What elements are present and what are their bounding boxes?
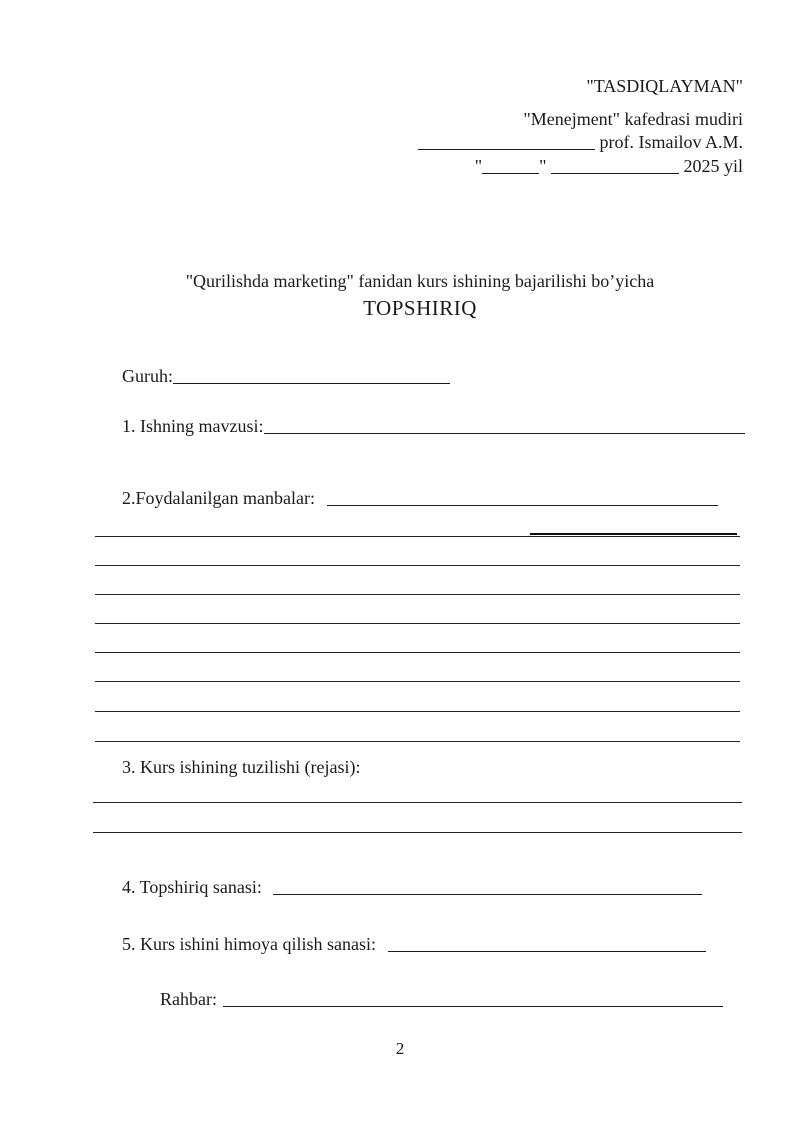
approval-stamp: "TASDIQLAYMAN"	[586, 76, 743, 96]
defense-date-blank	[388, 937, 706, 952]
blank-line	[95, 681, 740, 682]
blank-line	[95, 594, 740, 595]
supervisor-blank	[223, 992, 723, 1007]
assign-date-blank	[273, 880, 702, 895]
group-blank	[173, 369, 450, 384]
professor-name: prof. Ismailov A.M.	[599, 132, 743, 152]
year-text: 2025 yil	[683, 156, 743, 176]
blank-line-overlap	[530, 533, 737, 535]
month-blank	[551, 159, 679, 174]
blank-line	[95, 652, 740, 653]
defense-date-label: 5. Kurs ishini himoya qilish sanasi:	[122, 934, 376, 954]
defense-date-row	[122, 933, 706, 955]
topic-blank	[264, 419, 746, 434]
blank-line	[93, 802, 742, 803]
blank-line	[95, 711, 740, 712]
supervisor-row	[160, 988, 723, 1010]
structure-label: 3. Kurs ishining tuzilishi (rejasi):	[122, 757, 361, 777]
group-row	[122, 365, 450, 387]
sources-label: 2.Foydalanilgan manbalar:	[122, 488, 315, 508]
group-label: Guruh:	[122, 366, 173, 386]
blank-line	[95, 623, 740, 624]
supervisor-label: Rahbar:	[160, 989, 217, 1009]
department-head-line: "Menejment" kafedrasi mudiri	[523, 109, 743, 129]
blank-line	[93, 832, 742, 833]
signature-blank	[418, 135, 595, 150]
date-open-quote: "	[474, 156, 483, 176]
document-title: TOPSHIRIQ	[363, 296, 477, 320]
date-line	[475, 155, 743, 177]
topic-row	[122, 415, 745, 437]
signature-line	[418, 131, 743, 153]
day-blank	[482, 159, 539, 174]
page-number: 2	[395, 1039, 405, 1058]
assign-date-row	[122, 876, 702, 898]
assign-date-label: 4. Topshiriq sanasi:	[122, 877, 262, 897]
topic-label: 1. Ishning mavzusi:	[122, 416, 264, 436]
blank-line	[95, 741, 740, 742]
document-subtitle: "Qurilishda marketing" fanidan kurs ishining bajarilishi bo’yicha	[185, 271, 655, 291]
sources-row	[122, 487, 718, 509]
blank-line	[95, 565, 740, 566]
blank-line	[95, 536, 740, 537]
sources-blank	[327, 491, 718, 506]
date-close-quote: "	[539, 156, 547, 176]
